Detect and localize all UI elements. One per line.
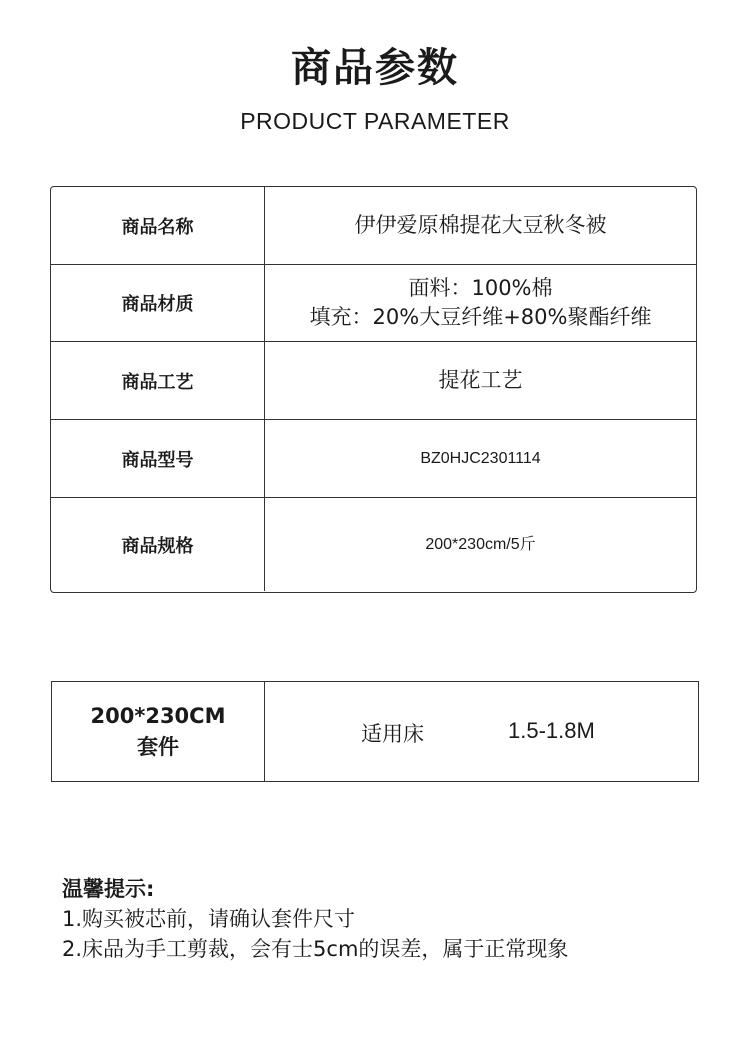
page-title: 商品参数	[291, 45, 459, 91]
tip-line: 1.购买被芯前，请确认套件尺寸	[62, 907, 356, 931]
row-value	[265, 187, 696, 264]
row-value	[265, 498, 696, 591]
value-line: BZ0HJC2301114	[420, 450, 541, 467]
table-row-spec	[51, 498, 696, 591]
row-label: 商品工艺	[51, 342, 265, 419]
row-value	[265, 342, 696, 419]
bed-label: 适用床	[361, 722, 424, 746]
table-row-craft	[51, 342, 696, 420]
value-line: 200*230cm/5斤	[425, 536, 536, 553]
table-row-model	[51, 420, 696, 498]
value-line: 提花工艺	[438, 368, 523, 392]
value-line: 填充：20%大豆纤维+80%聚酯纤维	[309, 305, 652, 329]
tips-title: 温馨提示:	[62, 877, 155, 901]
size-spec-cell	[52, 682, 265, 781]
row-label: 商品材质	[51, 265, 265, 341]
row-value	[265, 265, 696, 341]
product-parameter-table	[50, 186, 697, 593]
tips-section	[62, 874, 568, 964]
table-row-name	[51, 187, 696, 265]
row-label: 商品名称	[51, 187, 265, 264]
value-line: 面料：100%棉	[408, 276, 553, 300]
bed-size-cell	[265, 682, 698, 781]
size-set-label: 套件	[137, 734, 179, 759]
size-table	[51, 681, 699, 782]
row-value	[265, 420, 696, 497]
row-label: 商品规格	[51, 498, 265, 591]
row-label: 商品型号	[51, 420, 265, 497]
value-line: 伊伊爱原棉提花大豆秋冬被	[354, 213, 607, 237]
size-spec: 200*230CM	[90, 703, 226, 728]
table-row-material	[51, 265, 696, 342]
page-subtitle: PRODUCT PARAMETER	[240, 108, 510, 134]
tip-line: 2.床品为手工剪裁，会有士5cm的误差，属于正常现象	[62, 937, 569, 961]
bed-size-value: 1.5-1.8M	[508, 718, 595, 743]
